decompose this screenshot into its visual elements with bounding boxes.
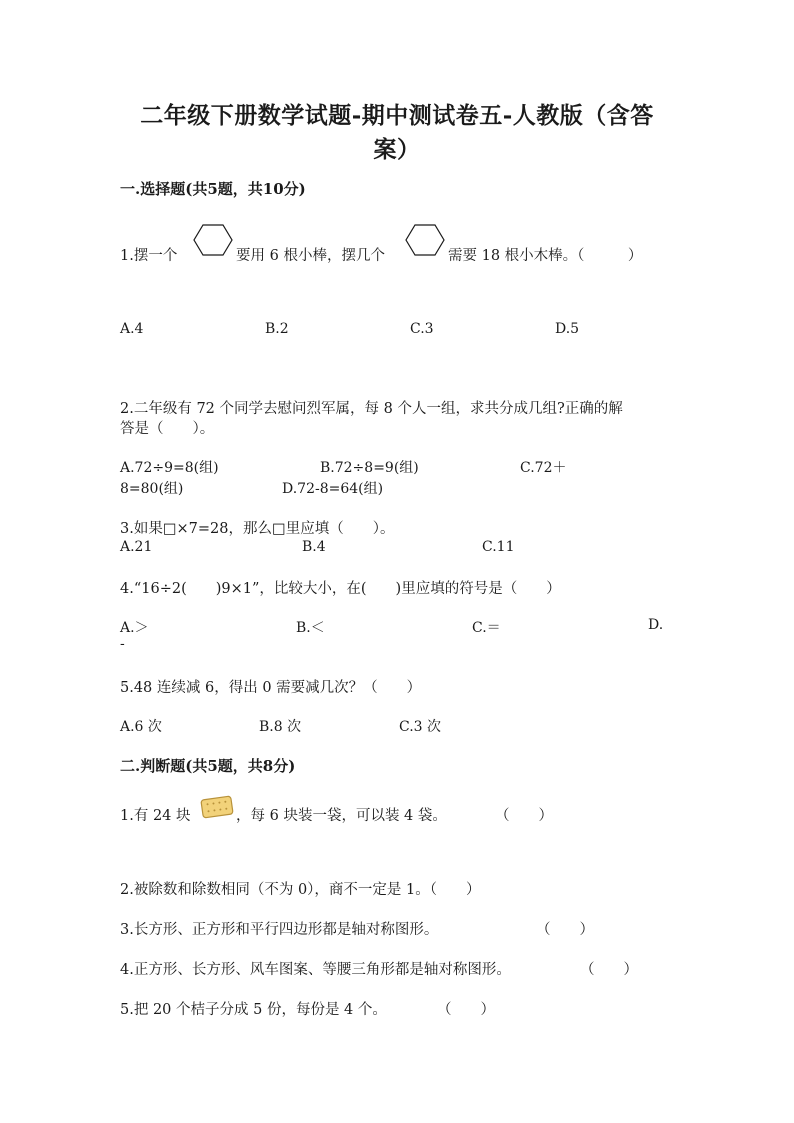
biscuit-icon	[199, 794, 235, 820]
q4-option-a: A.＞	[120, 620, 149, 636]
q1-option-c: C.3	[410, 321, 434, 337]
q3-text: 3.如果□×7=28，那么□里应填（ ）。	[120, 521, 395, 537]
q1-text-c: 需要 18 根小木棒。（ ）	[448, 248, 643, 264]
q1-option-d: D.5	[555, 321, 580, 337]
q5-option-c: C.3 次	[399, 719, 442, 735]
j4-answer-paren: （ ）	[580, 962, 638, 978]
j3-answer-paren: （ ）	[536, 922, 594, 938]
hexagon-icon	[404, 222, 446, 258]
j1-answer-paren: （ ）	[495, 808, 553, 824]
page-title-line1: 二年级下册数学试题-期中测试卷五-人教版（含答	[140, 102, 654, 129]
q1-text-b: 要用 6 根小棒，摆几个	[236, 248, 385, 264]
q5-text: 5.48 连续减 6，得出 0 需要减几次？（ ）	[120, 680, 422, 696]
q2-text-line2: 答是（ ）。	[120, 421, 215, 437]
q2-option-d: D.72-8=64(组)	[282, 481, 384, 497]
q2-option-c-cont: 8=80(组)	[120, 481, 184, 497]
q2-text-line1: 2.二年级有 72 个同学去慰问烈军属，每 8 个人一组，求共分成几组?正确的解	[120, 401, 623, 417]
q2-option-a: A.72÷9=8(组)	[120, 460, 219, 476]
page-title-line2: 案）	[373, 136, 421, 163]
q4-option-d-cont: -	[120, 636, 125, 652]
j5-answer-paren: （ ）	[437, 1002, 495, 1018]
j5-text: 5.把 20 个桔子分成 5 份，每份是 4 个。	[120, 1002, 387, 1018]
j1-text-a: 1.有 24 块	[120, 808, 191, 824]
j3-text: 3.长方形、正方形和平行四边形都是轴对称图形。	[120, 922, 439, 938]
q3-option-a: A.21	[120, 539, 153, 555]
j1-text-b: ，每 6 块装一袋，可以装 4 袋。	[236, 808, 447, 824]
q1-text-a: 1.摆一个	[120, 248, 178, 264]
q4-text: 4.“16÷2( )9×1”，比较大小，在( )里应填的符号是（ ）	[120, 581, 561, 597]
hexagon-icon	[192, 222, 234, 258]
q2-option-c: C.72＋	[520, 460, 567, 476]
q4-option-d: D.	[648, 617, 664, 633]
q2-option-b: B.72÷8=9(组)	[320, 460, 419, 476]
j4-text: 4.正方形、长方形、风车图案、等腰三角形都是轴对称图形。	[120, 962, 511, 978]
q1-option-b: B.2	[265, 321, 289, 337]
j2-text: 2.被除数和除数相同（不为 0），商不一定是 1。（ ）	[120, 882, 481, 898]
section-heading-judgement: 二.判断题(共5题，共8分)	[120, 757, 296, 775]
section-heading-choice: 一.选择题(共5题，共10分)	[120, 180, 306, 198]
q1-option-a: A.4	[120, 321, 144, 337]
q4-option-c: C.＝	[472, 620, 501, 636]
q5-option-b: B.8 次	[259, 719, 302, 735]
q3-option-c: C.11	[482, 539, 515, 555]
q5-option-a: A.6 次	[120, 719, 162, 735]
q3-option-b: B.4	[302, 539, 326, 555]
q4-option-b: B.＜	[296, 620, 325, 636]
